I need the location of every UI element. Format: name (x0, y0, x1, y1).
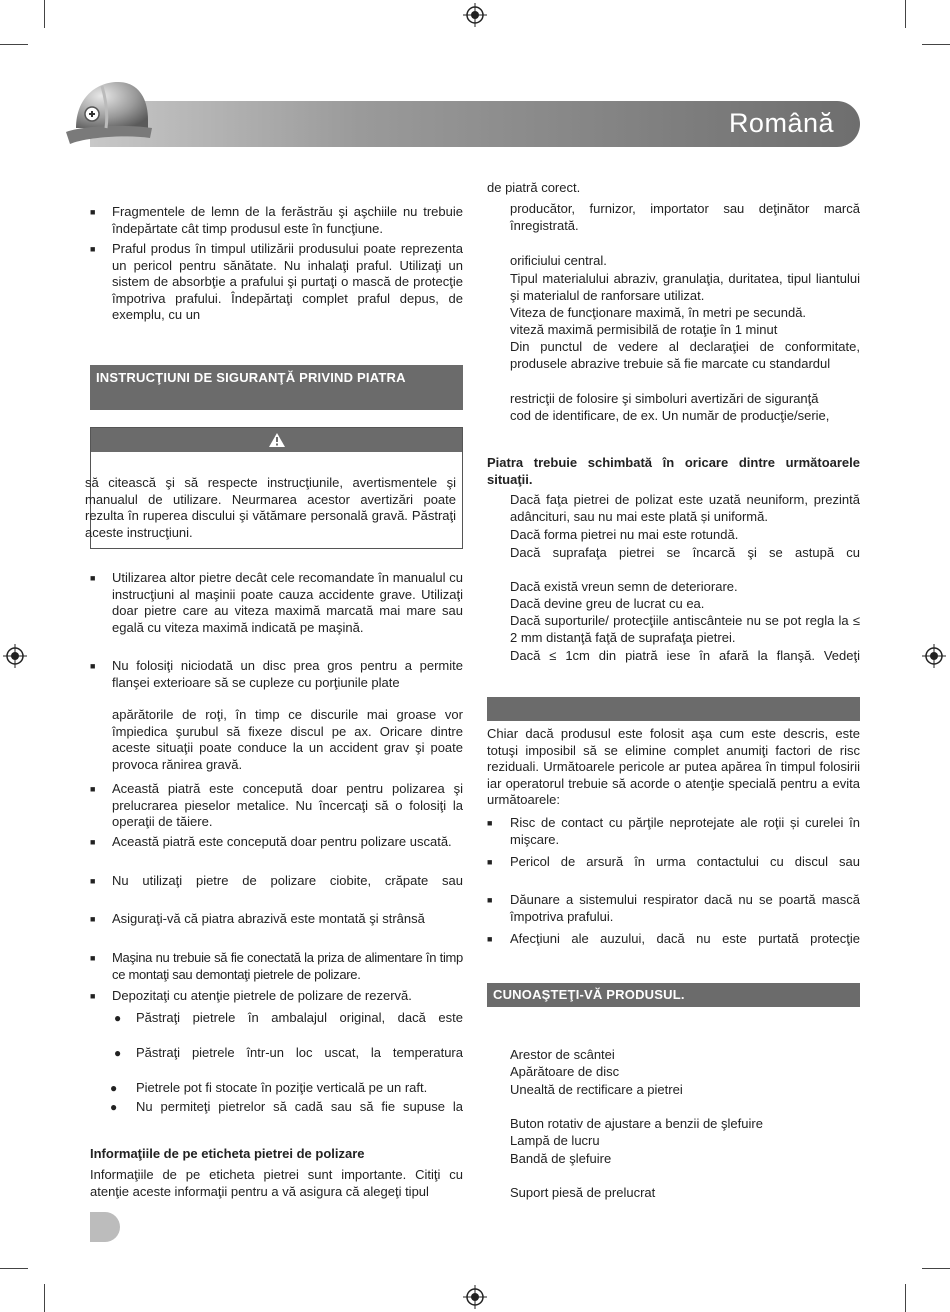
crop-mark (922, 44, 950, 45)
replace-item: Dacă suprafaţa pietrei se încarcă şi se astupă cu (510, 545, 860, 560)
product-item: Buton rotativ de ajustare a benzii de şlefuire (510, 1116, 763, 1131)
replace-item: Dacă suporturile/ protecţiile antiscânteie nu se pot regla la ≤ 2 mm distanţă faţă de suprafaţa pietrei. (510, 613, 860, 645)
crop-mark (905, 1284, 906, 1312)
product-item: Lampă de lucru (510, 1133, 600, 1148)
label-item: viteză maximă permisibilă de rotaţie în 1 minut (510, 322, 778, 337)
list-item-text: Nu folosiţi niciodată un disc prea gros pentru a permite flanşei exterioare să se cupleze cu porţiunile plate (112, 658, 463, 690)
replace-item: Dacă există vreun semn de deteriorare. (510, 579, 738, 594)
replace-item: Dacă devine greu de lucrat cu ea. (510, 596, 705, 611)
warning-triangle-icon (269, 433, 285, 447)
list-item-text: Risc de contact cu părţile neprotejate ale roţii și curelei în mişcare. (510, 815, 860, 847)
left-column: ■ Fragmentele de lemn de la ferăstrău şi aşchiile nu trebuie îndepărtate cât timp produsul este în funcţiune. ■ Praful produs în timpul utilizării produsului poate reprezenta un pericol pentru sănătate. Nu inhalaţi praful. Utilizaţi un sistem de absorbţie a prafului şi purtaţi o mască de protecţie împotriva prafului. Îndepărtaţi complet praful depus, de exemplu, cu un INSTRUCŢIUNI DE SIGURANŢĂ PRIVIND PIATRA să citească şi să respecte instrucţiunile, avertismentele şi manualul de utilizare. Neurmarea acestor avertizări poate rezulta în ruperea discului şi vătămare personală gravă. Păstraţi aceste instrucţiuni. ■ Utilizarea altor pietre decât cele recomandate în manualul cu instrucţiuni al maşinii poate cauza accidente grave. Utilizaţi doar pietre care au viteza maximă marcată mai mare sau egală cu viteza maximă indicată pe maşină. ■ Nu folosiţi niciodată un disc prea gros pentru a permite flanşei exterioare să se cupleze cu porţiunile plate apărătorile de roţi, în timp ce discurile mai groase vor împiedica şurubul să fixeze discul pe ax. Oricare dintre aceste situaţii poate conduce la un accident grav şi poate provoca rănirea gravă. ■ Această piatră este concepută doar pentru polizarea şi prelucrarea pieselor metalice. Nu încercaţi să o folosiţi la operaţii de tăiere. ■ Această piatră este concepută doar pentru polizare uscată. ■ Nu utilizaţi pietre de polizare ciobite, crăpate sau ■ Asiguraţi-vă că piatra abrazivă este montată şi strânsă ■ Maşina nu trebuie să fie conectată la priza de alimentare în timp ce montaţi sau demontaţi pietrele de polizare. ■ Depozitaţi cu atenţie pietrele de polizare de rezervă. ● Păstraţi pietrele în ambalajul original, dacă este ● Păstraţi pietrele într-un loc uscat, la temperatura ● Pietrele pot fi stocate în poziţie verticală pe un raft. ● Nu permiteţi pietrelor să cadă sau să fie supuse la Informaţiile de pe eticheta pietrei de polizare Informaţiile de pe eticheta pietrei sunt importante. Citiţi cu atenţie aceste informaţii pentru a vă asigura că alegeţi tipul (85, 204, 463, 1199)
label-item: orificiului central. (510, 253, 607, 268)
crop-mark (0, 1268, 28, 1269)
label-item: Din punctul de vedere al declaraţiei de conformitate, produsele abrazive trebuie să fie marcate cu standardul (510, 339, 860, 371)
crop-mark (922, 1268, 950, 1269)
crop-mark (0, 44, 28, 45)
sub-list-item-text: Pietrele pot fi stocate în poziţie verticală pe un raft. (136, 1080, 428, 1095)
list-item-text: Praful produs în timpul utilizării produsului poate reprezenta un pericol pentru sănătate. Nu inhalaţi praful. Utilizaţi un sistem de absorbţie a prafului şi purtaţi o mască de protecţie împotriva prafului. Îndepărtaţi complet praful depus, de exemplu, cu un (112, 241, 463, 322)
warning-header (91, 428, 462, 452)
registration-mark-icon (922, 644, 946, 668)
continued-text: de piatră corect. (487, 180, 581, 195)
list-item-text: Această piatră este concepută doar pentru polizarea şi prelucrarea pieselor metalice. Nu încercaţi să o folosiţi la operaţii de tăiere. (112, 781, 463, 829)
product-item: Bandă de şlefuire (510, 1151, 612, 1166)
list-item-text: Afecţiuni ale auzului, dacă nu este purtată protecţie (510, 931, 860, 946)
risk-text: Chiar dacă produsul este folosit aşa cum este descris, este totuşi imposibil să se elimine complet anumiţi factori de risc reziduali. Următoarele pericole ar putea apărea în timpul folosirii iar operatorul trebuie să acorde o atenţie specială pentru a evita următoarele: (487, 726, 860, 807)
replace-heading: Piatra trebuie schimbată în oricare dintre următoarele situaţii. (487, 455, 860, 487)
registration-mark-icon (463, 1285, 487, 1309)
label-heading: Informaţiile de pe eticheta pietrei de polizare (90, 1146, 365, 1161)
registration-mark-icon (463, 3, 487, 27)
replace-item: Dacă faţa pietrei de polizat este uzată neuniform, prezintă adâncituri, sau nu mai este plată și uniformă. (510, 492, 860, 524)
warning-box (85, 427, 463, 549)
list-item-text: Depozitaţi cu atenţie pietrele de polizare de rezervă. (112, 988, 412, 1003)
risk-heading (487, 697, 860, 721)
warning-text: să citească şi să respecte instrucţiunile, avertismentele şi manualul de utilizare. Neurmarea acestor avertizări poate rezulta în ruperea discului şi vătămare personală gravă. Păstraţi aceste instrucţiuni. (85, 475, 456, 540)
replace-item: Dacă ≤ 1cm din piatră iese în afară la flanşă. Vedeţi (510, 648, 860, 663)
list-item-text: Utilizarea altor pietre decât cele recomandate în manualul cu instrucţiuni al maşinii poate cauza accidente grave. Utilizaţi doar pietre care au viteza maximă marcată mai mare sau egală cu viteza maximă indicată pe maşină. (112, 570, 463, 635)
product-item: Suport piesă de prelucrat (510, 1185, 656, 1200)
right-column: de piatră corect. producător, furnizor, importator sau deţinător marcă înregistrată. orificiului central. Tipul materialului abraziv, granulaţia, duritatea, tipul liantului şi materialul de ranforsare utilizat. Viteza de funcţionare maximă, în metri pe secundă. viteză maximă permisibilă de rotaţie în 1 minut Din punctul de vedere al declaraţiei de conformitate, produsele abrazive trebuie să fie marcate cu standardul restricţii de folosire şi simboluri avertizări de siguranţă cod de identificare, de ex. Un număr de producţie/serie, Piatra trebuie schimbată în oricare dintre următoarele situaţii. Dacă faţa pietrei de polizat este uzată neuniform, prezintă adâncituri, sau nu mai este plată și uniformă. Dacă forma pietrei nu mai este rotundă. Dacă suprafaţa pietrei se încarcă şi se astupă cu Dacă există vreun semn de deteriorare. Dacă devine greu de lucrat cu ea. Dacă suporturile/ protecţiile antiscânteie nu se pot regla la ≤ 2 mm distanţă faţă de suprafaţa pietrei. Dacă ≤ 1cm din piatră iese în afară la flanşă. Vedeţi Chiar dacă produsul este folosit aşa cum este descris, este totuşi imposibil să se elimine complet anumiţi factori de risc reziduali. Următoarele pericole ar putea apărea în timpul folosirii iar operatorul trebuie să acorde o atenţie specială pentru a evita următoarele: ■ Risc de contact cu părţile neprotejate ale roţii și curelei în mişcare. ■ Pericol de arsură în urma contactului cu discul sau ■ Dăunare a sistemului respirator dacă nu se poartă mască împotriva prafului. ■ Afecţiuni ale auzului, dacă nu este purtată protecţie CUNOAŞTEŢI-VĂ PRODUSUL. Arestor de scântei Apărătoare de disc Unealtă de rectificare a pietrei Buton rotativ de ajustare a benzii de şlefuire Lampă de lucru Bandă de şlefuire Suport piesă de prelucrat (487, 180, 860, 1200)
label-text: Informaţiile de pe eticheta pietrei sunt importante. Citiţi cu atenţie aceste informaţii pentru a vă asigura că alegeţi tipul (90, 1167, 463, 1199)
list-item-text: Asiguraţi-vă că piatra abrazivă este montată şi strânsă (112, 911, 425, 926)
crop-mark (905, 0, 906, 28)
crop-mark (44, 0, 45, 28)
product-heading: CUNOAŞTEŢI-VĂ PRODUSUL. (487, 983, 860, 1007)
list-item-text: Nu utilizaţi pietre de polizare ciobite, crăpate sau (112, 873, 463, 888)
list-item-text: apărătorile de roţi, în timp ce discurile mai groase vor împiedica şurubul să fixeze discul pe ax. Oricare dintre aceste situaţii poate conduce la un accident grav şi poate provoca rănirea gravă. (112, 707, 463, 772)
list-item-text: Maşina nu trebuie să fie conectată la priza de alimentare în timp ce montaţi sau demontaţi pietrele de polizare. (112, 950, 463, 982)
product-item: Apărătoare de disc (510, 1064, 620, 1079)
section-heading: INSTRUCŢIUNI DE SIGURANŢĂ PRIVIND PIATRA (90, 365, 463, 410)
replace-item: Dacă forma pietrei nu mai este rotundă. (510, 527, 739, 542)
label-item: producător, furnizor, importator sau deţinător marcă înregistrată. (510, 201, 860, 233)
registration-mark-icon (3, 644, 27, 668)
language-label: Română (728, 108, 834, 138)
list-item-text: Dăunare a sistemului respirator dacă nu se poartă mască împotriva prafului. (510, 892, 860, 924)
sub-list-item-text: Păstraţi pietrele în ambalajul original, dacă este (136, 1010, 463, 1025)
sub-list-item-text: Păstraţi pietrele într-un loc uscat, la temperatura (136, 1045, 463, 1060)
product-item: Arestor de scântei (510, 1047, 615, 1062)
list-item-text: Pericol de arsură în urma contactului cu discul sau (510, 854, 860, 869)
list-item-text: Această piatră este concepută doar pentru polizare uscată. (112, 834, 452, 849)
label-item: Viteza de funcţionare maximă, în metri pe secundă. (510, 305, 807, 320)
page-number-tab (90, 1212, 120, 1242)
product-item: Unealtă de rectificare a pietrei (510, 1082, 683, 1097)
label-item: restricţii de folosire şi simboluri avertizări de siguranţă (510, 391, 819, 406)
sub-list-item-text: Nu permiteţi pietrelor să cadă sau să fie supuse la (136, 1099, 463, 1114)
list-item-text: Fragmentele de lemn de la ferăstrău şi aşchiile nu trebuie îndepărtate cât timp produsul este în funcţiune. (112, 204, 463, 236)
label-item: Tipul materialului abraziv, granulaţia, duritatea, tipul liantului şi materialul de ranforsare utilizat. (510, 271, 860, 303)
label-item: cod de identificare, de ex. Un număr de producţie/serie, (510, 408, 830, 423)
crop-mark (44, 1284, 45, 1312)
